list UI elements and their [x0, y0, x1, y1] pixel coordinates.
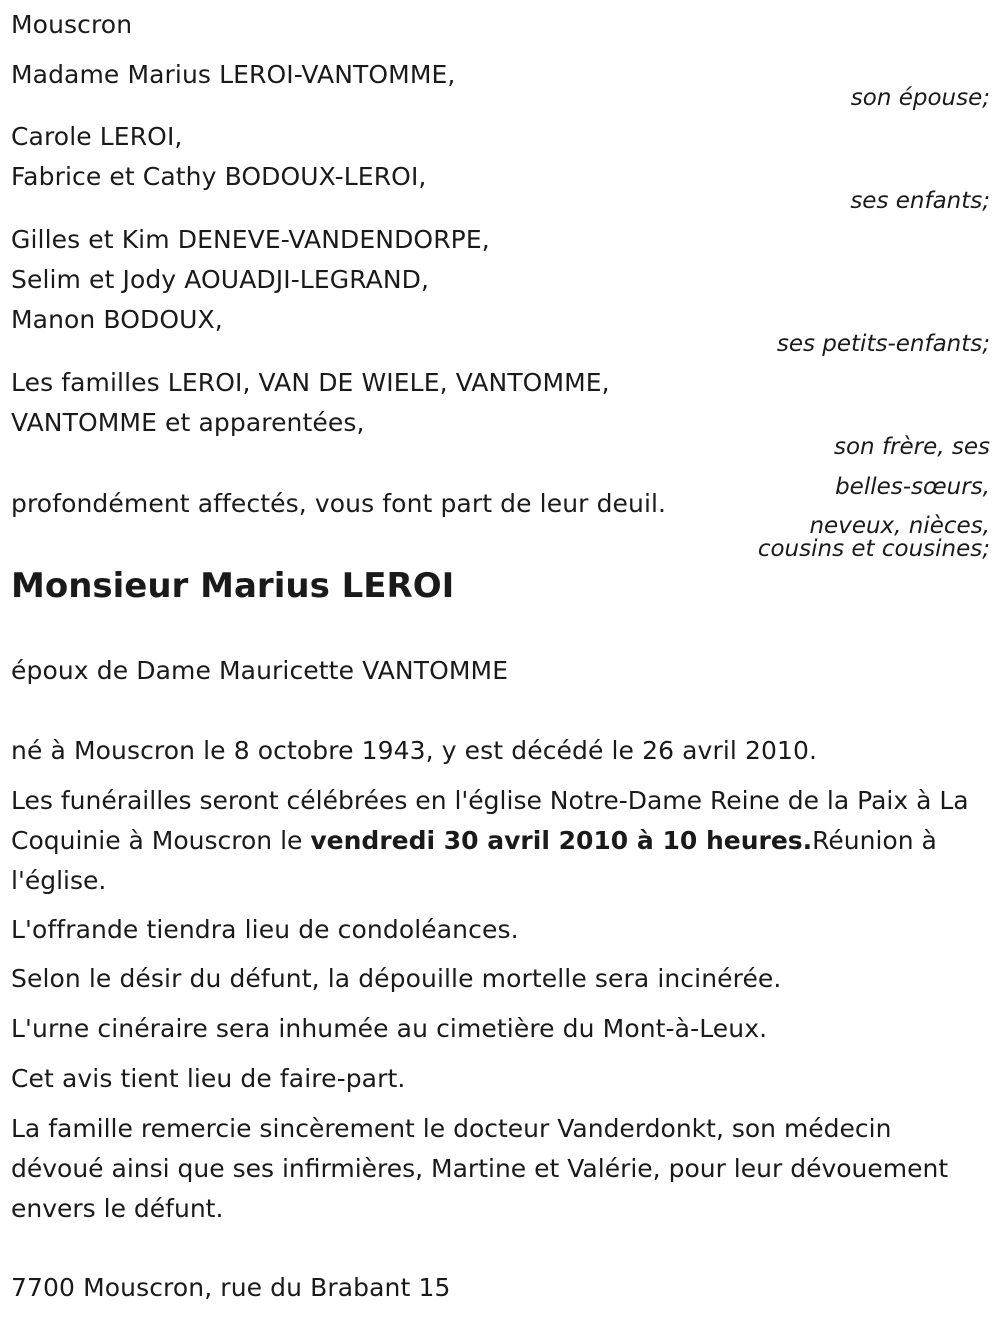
- city-header: Mouscron: [11, 10, 133, 39]
- child-name: Carole LEROI,: [11, 122, 183, 151]
- thanks-paragraph: La famille remercie sincèrement le docteur Vanderdonkt, son médecin dévoué ainsi que ses infirmières, Martine et Valérie, pour leur dévouement envers le défunt.: [11, 1114, 949, 1223]
- grandchild-name: Selim et Jody AOUADJI-LEGRAND,: [11, 265, 430, 294]
- families-line: Les familles LEROI, VAN DE WIELE, VANTOMME,: [11, 368, 610, 397]
- urn-line: L'urne cinéraire sera inhumée au cimetière du Mont-à-Leux.: [11, 1014, 768, 1043]
- deceased-spouse-line: époux de Dame Mauricette VANTOMME: [11, 656, 509, 685]
- funeral-meeting: Réunion à l'église.: [11, 826, 937, 895]
- child-name: Fabrice et Cathy BODOUX-LEROI,: [11, 162, 427, 191]
- address-line: 7700 Mouscron, rue du Brabant 15: [11, 1273, 451, 1302]
- deceased-name: Monsieur Marius LEROI: [11, 566, 455, 606]
- grandchild-name: Gilles et Kim DENEVE-VANDENDORPE,: [11, 225, 490, 254]
- spouse-role: son épouse;: [850, 85, 990, 111]
- birth-death-line: né à Mouscron le 8 octobre 1943, y est décédé le 26 avril 2010.: [11, 736, 818, 765]
- grandchild-name: Manon BODOUX,: [11, 305, 223, 334]
- spouse-name: Madame Marius LEROI-VANTOMME,: [11, 60, 456, 89]
- relatives-role: son frère, ses: [834, 434, 990, 460]
- grandchildren-role: ses petits-enfants;: [776, 331, 990, 357]
- funeral-paragraph: [11, 781, 991, 901]
- closing-line: profondément affectés, vous font part de leur deuil.: [11, 489, 667, 518]
- relatives-role: neveux, nièces,: [809, 513, 990, 539]
- notice-line: Cet avis tient lieu de faire-part.: [11, 1064, 406, 1093]
- funeral-date: vendredi 30 avril 2010 à 10 heures.: [310, 826, 813, 855]
- children-role: ses enfants;: [850, 188, 990, 214]
- relatives-role: cousins et cousines;: [757, 536, 990, 562]
- families-line: VANTOMME et apparentées,: [11, 408, 365, 437]
- relatives-role: belles-sœurs,: [835, 474, 990, 500]
- offering-line: L'offrande tiendra lieu de condoléances.: [11, 915, 519, 944]
- funeral-text: Les funérailles seront célébrées en l'église Notre-Dame Reine de la Paix à La Coquinie à Mouscron le: [11, 786, 969, 855]
- cremation-line: Selon le désir du défunt, la dépouille mortelle sera incinérée.: [11, 964, 782, 993]
